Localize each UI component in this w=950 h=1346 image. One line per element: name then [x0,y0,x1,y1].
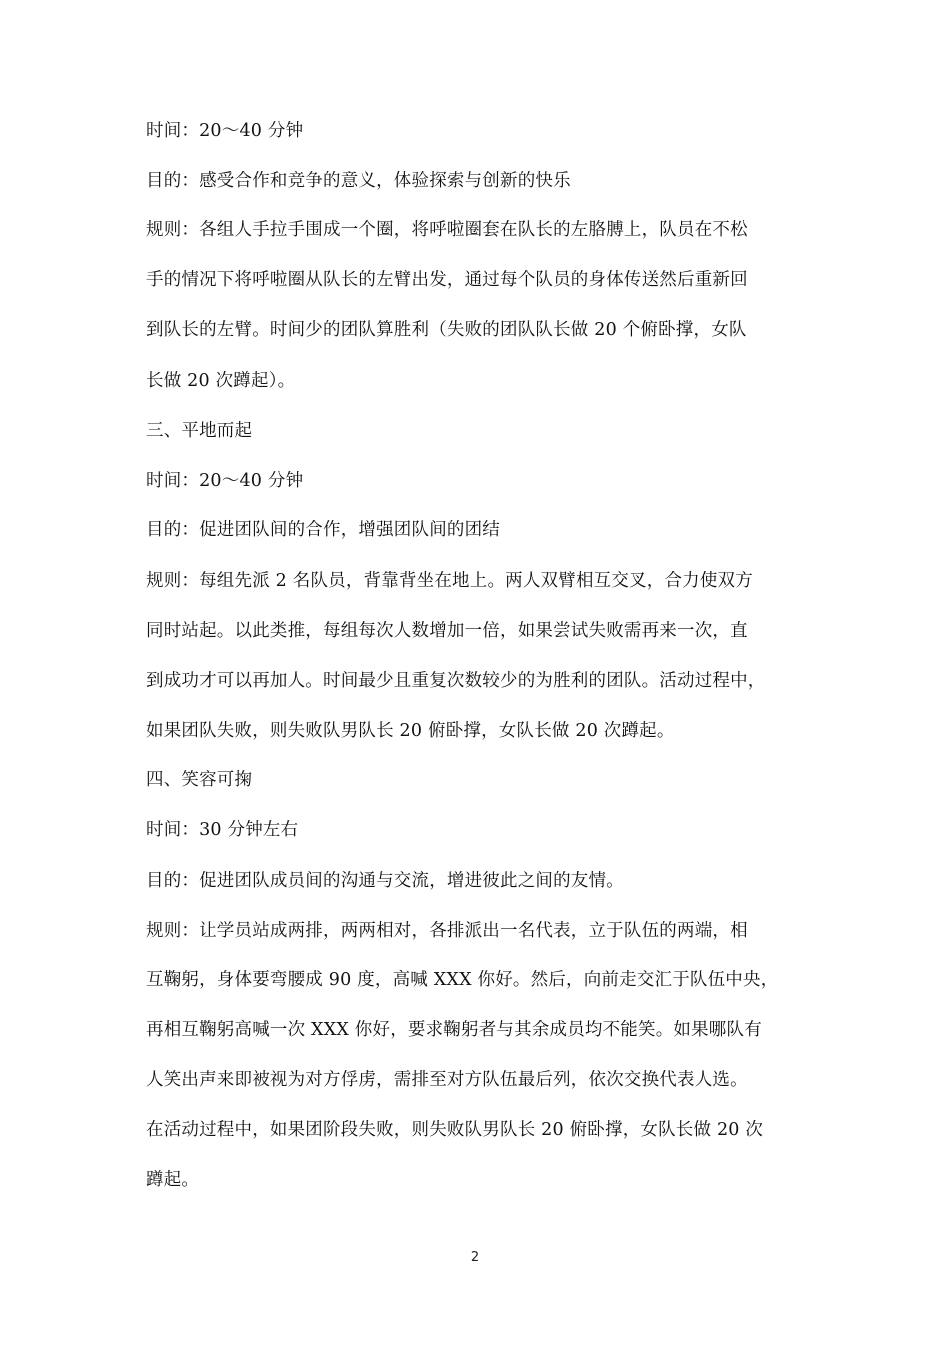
text-line: 目的：感受合作和竞争的意义，体验探索与创新的快乐 [146,171,571,191]
section-heading: 四、笑容可掬 [146,770,253,790]
text-line: 互鞠躬，身体要弯腰成 90 度，高喊 XXX 你好。然后，向前走交汇于队伍中央， [146,970,779,990]
section-heading: 三、平地而起 [146,421,253,441]
text-line: 时间：30 分钟左右 [146,820,299,840]
text-line: 规则：各组人手拉手围成一个圈，将呼啦圈套在队长的左胳膊上，队员在不松 [146,220,748,240]
text-line: 到队长的左臂。时间少的团队算胜利（失败的团队队长做 20 个俯卧撑，女队 [146,320,747,340]
text-line: 时间：20～40 分钟 [146,471,304,491]
text-line: 蹲起。 [146,1170,200,1190]
text-line: 同时站起。以此类推，每组每次人数增加一倍，如果尝试失败需再来一次，直 [146,621,748,641]
text-line: 时间：20～40 分钟 [146,121,304,141]
page-number: 2 [470,1250,480,1265]
text-line: 规则：每组先派 2 名队员，背靠背坐在地上。两人双臂相互交叉，合力使双方 [146,571,753,591]
text-line: 人笑出声来即被视为对方俘虏，需排至对方队伍最后列，依次交换代表人选。 [146,1070,748,1090]
text-line: 规则：让学员站成两排，两两相对，各排派出一名代表，立于队伍的两端，相 [146,921,748,941]
text-line: 到成功才可以再加人。时间最少且重复次数较少的为胜利的团队。活动过程中， [146,671,766,691]
text-line: 长做 20 次蹲起）。 [146,371,296,391]
text-line: 手的情况下将呼啦圈从队长的左臂出发，通过每个队员的身体传送然后重新回 [146,270,748,290]
text-line: 目的：促进团队成员间的沟通与交流，增进彼此之间的友情。 [146,871,624,891]
text-line: 目的：促进团队间的合作，增强团队间的团结 [146,520,500,540]
text-line: 如果团队失败，则失败队男队长 20 俯卧撑，女队长做 20 次蹲起。 [146,721,675,741]
text-line: 再相互鞠躬高喊一次 XXX 你好，要求鞠躬者与其余成员均不能笑。如果哪队有 [146,1020,762,1040]
text-line: 在活动过程中，如果团阶段失败，则失败队男队长 20 俯卧撑，女队长做 20 次 [146,1120,764,1140]
